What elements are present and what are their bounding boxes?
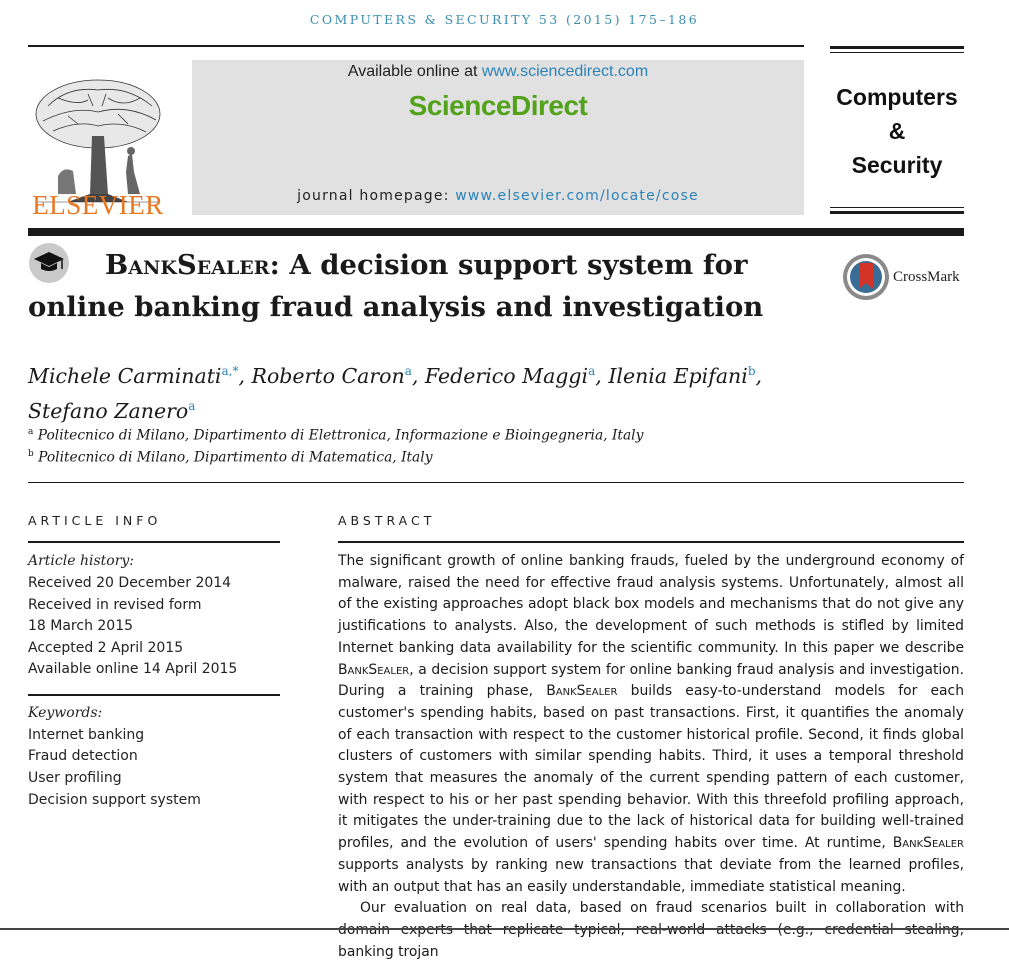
author-separator: , <box>238 363 252 388</box>
page-bottom-rule <box>0 928 1009 930</box>
article-info-rule-1 <box>28 541 280 543</box>
history-item: 18 March 2015 <box>28 618 134 634</box>
author-separator: , <box>595 363 609 388</box>
abstract-text: The significant growth of online banking frauds, fueled by the underground economy of malware, raised the need for effective fraud analysis systems. Unfortunately, almost all of the existing approaches adopt black box models and mechanisms that do not give any justifications to analysts. Also, the development of such methods is stifled by limited Internet banking data availability for the scientific community. In this paper we describe <box>338 553 964 656</box>
available-online-prefix: Available online at <box>347 63 482 80</box>
journal-rule-1 <box>830 207 964 208</box>
author-name[interactable]: Ilenia Epifani <box>608 363 748 388</box>
affiliation-text: Politecnico di Milano, Dipartimento di Elettronica, Informazione e Bioingegneria, Italy <box>33 427 644 444</box>
sciencedirect-url-link[interactable]: www.sciencedirect.com <box>481 63 649 80</box>
journal-name-line-2: & <box>888 118 906 144</box>
author-affiliation-mark[interactable]: a,* <box>221 364 239 378</box>
title-line-1 <box>28 244 828 286</box>
article-info-rule-2 <box>28 694 280 696</box>
crossmark-icon[interactable] <box>842 253 890 301</box>
article-history-label: Article history: <box>28 553 135 569</box>
affiliation-a <box>28 427 643 444</box>
abstract-paragraph-2: Our evaluation on real data, based on fraud scenarios built in collaboration with banking trojan <box>338 900 964 960</box>
keyword-item: Internet banking <box>28 727 145 743</box>
history-item: Received 20 December 2014 <box>28 575 232 591</box>
crossmark-label[interactable]: CrossMark <box>893 269 960 285</box>
author-name[interactable]: Roberto Caron <box>251 363 405 388</box>
author-list <box>28 356 888 426</box>
title-line-2: online banking fraud analysis and investigation <box>28 291 764 323</box>
keyword-item: User profiling <box>28 770 122 786</box>
journal-rule-2 <box>830 211 964 214</box>
author-name[interactable]: Michele Carminati <box>28 363 222 388</box>
elsevier-wordmark: ELSEVIER <box>32 190 164 220</box>
journal-name-line-1: Computers <box>836 84 958 110</box>
available-online-line <box>192 63 804 81</box>
abstract-heading: ABSTRACT <box>338 513 436 528</box>
system-name: BankSealer <box>338 661 410 678</box>
history-item: Received in revised form <box>28 597 202 613</box>
author-affiliation-mark[interactable]: a <box>188 398 196 413</box>
article-info-heading: ARTICLE INFO <box>28 513 162 528</box>
author-name[interactable]: Federico Maggi <box>424 363 589 388</box>
abstract-rule <box>338 541 964 543</box>
abstract-body <box>338 551 964 963</box>
journal-name <box>830 80 964 182</box>
header-rule-right-2 <box>830 52 964 53</box>
title-system-name: BankSealer <box>105 249 270 281</box>
article-title <box>28 244 828 328</box>
author-name[interactable]: Stefano Zanero <box>28 398 189 423</box>
abstract-text: , a decision support system for online banking fraud analysis and investigation. During a training phase, <box>338 661 964 700</box>
keyword-item: Decision support system <box>28 792 201 808</box>
authors-line-2 <box>28 391 888 426</box>
affiliation-b <box>28 449 433 466</box>
title-line-1-rest: : A decision support system for <box>269 249 748 281</box>
header-rule-right-1 <box>830 46 964 49</box>
keyword-item: Fraud detection <box>28 748 138 764</box>
journal-homepage-line <box>192 188 804 204</box>
affiliation-mark: b <box>28 449 34 459</box>
sciencedirect-banner <box>192 60 804 215</box>
affiliation-text: Politecnico di Milano, Dipartimento di Matematica, Italy <box>33 449 433 466</box>
author-affiliation-mark[interactable]: a <box>404 364 412 378</box>
history-item: Accepted 2 April 2015 <box>28 640 184 656</box>
author-affiliation-mark[interactable]: a <box>588 364 596 378</box>
keywords-label: Keywords: <box>28 705 103 721</box>
authors-line-1 <box>28 356 888 391</box>
abstract-paragraph-1 <box>338 551 964 898</box>
journal-homepage-link[interactable]: www.elsevier.com/locate/cose <box>455 188 699 204</box>
sciencedirect-logo: ScienceDirect <box>408 90 588 121</box>
system-name: BankSealer <box>546 683 618 700</box>
title-top-thick-rule <box>28 228 964 236</box>
affiliation-mark: a <box>28 427 34 437</box>
system-name: BankSealer <box>892 835 964 852</box>
journal-homepage-prefix: journal homepage: <box>297 188 456 204</box>
author-separator: , <box>411 363 425 388</box>
author-separator: , <box>755 363 763 388</box>
journal-name-line-3: Security <box>851 152 943 178</box>
header-rule-left <box>28 45 804 47</box>
affiliation-bottom-rule <box>28 482 964 483</box>
abstract-text: builds easy-to-understand models for each customer's spending habits, based on past transactions. First, it quantifies the anomaly of each transaction with respect to the customer historical profile. Second, it finds global clusters of customers with similar spending habits. Third, it uses a temporal threshold system that measures the anomaly of the current spending pattern of each customer, with respect to his or her past spending behavior. With this threefold profiling approach, it mitigates the under-training due to the lack of historical data for building well-trained profiles, and the evolution of users' spending habits over time. At runtime, <box>338 683 965 852</box>
abstract-text: supports analysts by ranking new transactions that deviate from the learned profiles, with an output that has an easily understandable, immediate statistical meaning. <box>338 856 964 895</box>
author-affiliation-mark[interactable]: b <box>747 364 756 378</box>
running-head: COMPUTERS & SECURITY 53 (2015) 175–186 <box>309 12 700 27</box>
history-item: Available online 14 April 2015 <box>28 661 238 677</box>
